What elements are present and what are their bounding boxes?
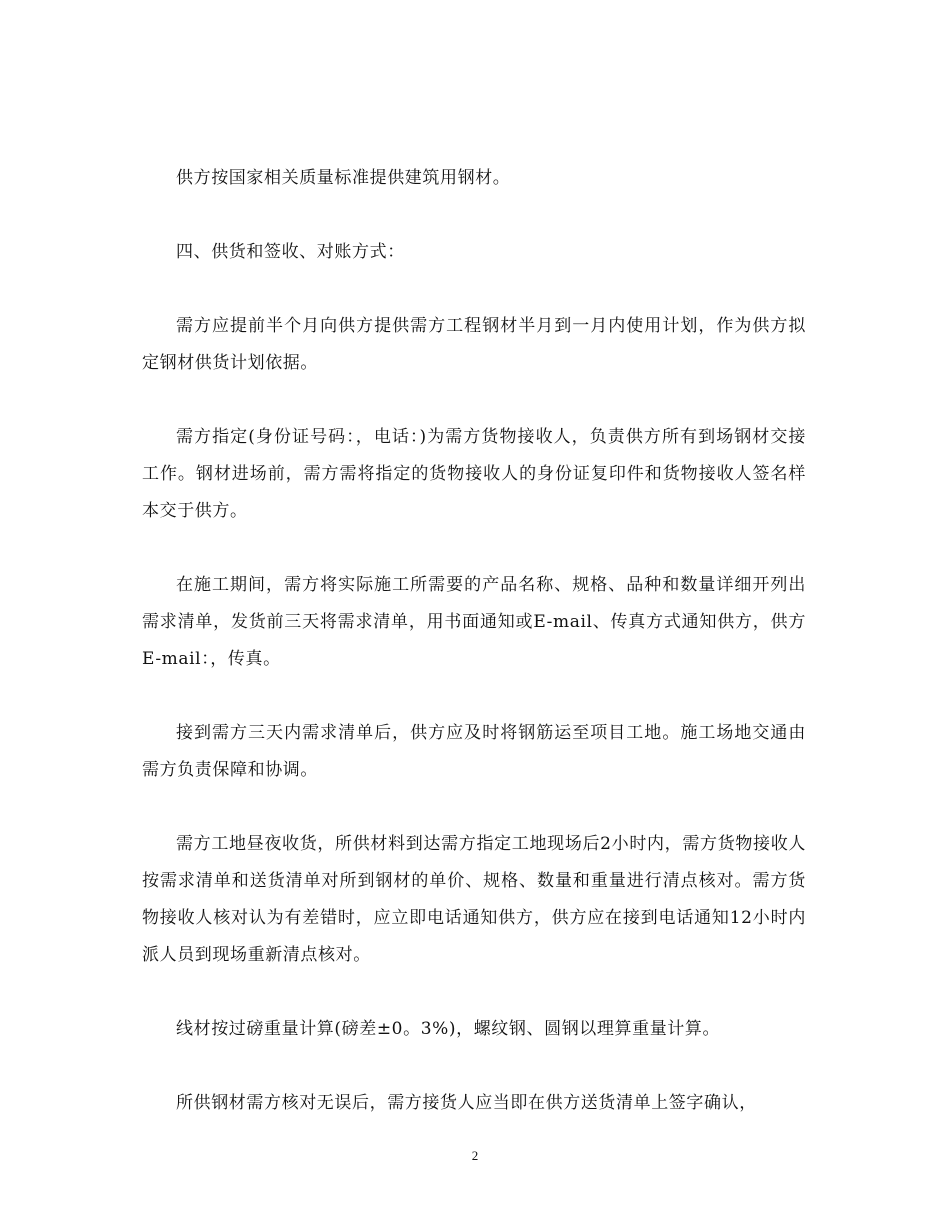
page-number: 2 <box>471 1148 479 1163</box>
paragraph-designated-receiver: 需方指定(身份证号码：，电话：)为需方货物接收人，负责供方所有到场钢材交接工作。钢材进场前，需方需将指定的货物接收人的身份证复印件和货物接收人签名样本交于供方。 <box>142 427 806 521</box>
section-heading-supply-receipt: 四、供货和签收、对账方式： <box>176 242 405 262</box>
paragraph-usage-plan: 需方应提前半个月向供方提供需方工程钢材半月到一月内使用计划，作为供方拟定钢材供货计划依据。 <box>142 316 806 373</box>
paragraph-signature-confirmation: 所供钢材需方核对无误后，需方接货人应当即在供方送货清单上签字确认， <box>176 1093 757 1113</box>
document-body <box>142 160 806 1159</box>
paragraph-delivery-timing: 接到需方三天内需求清单后，供方应及时将钢筋运至项目工地。施工场地交通由需方负责保障和协调。 <box>142 723 806 780</box>
paragraph-quality-standard: 供方按国家相关质量标准提供建筑用钢材。 <box>176 168 511 188</box>
paragraph-receipt-check: 需方工地昼夜收货，所供材料到达需方指定工地现场后2小时内，需方货物接收人按需求清单和送货清单对所到钢材的单价、规格、数量和重量进行清点核对。需方货物接收人核对认为有差错时，应立即电话通知供方，供方应在接到电话通知12小时内派人员到现场重新清点核对。 <box>142 834 806 965</box>
paragraph-weight-calculation: 线材按过磅重量计算(磅差±0。3%)，螺纹钢、圆钢以理算重量计算。 <box>176 1019 721 1039</box>
paragraph-demand-list: 在施工期间，需方将实际施工所需要的产品名称、规格、品种和数量详细开列出需求清单，发货前三天将需求清单，用书面通知或E-mail、传真方式通知供方，供方E-mail：，传真。 <box>142 575 806 669</box>
